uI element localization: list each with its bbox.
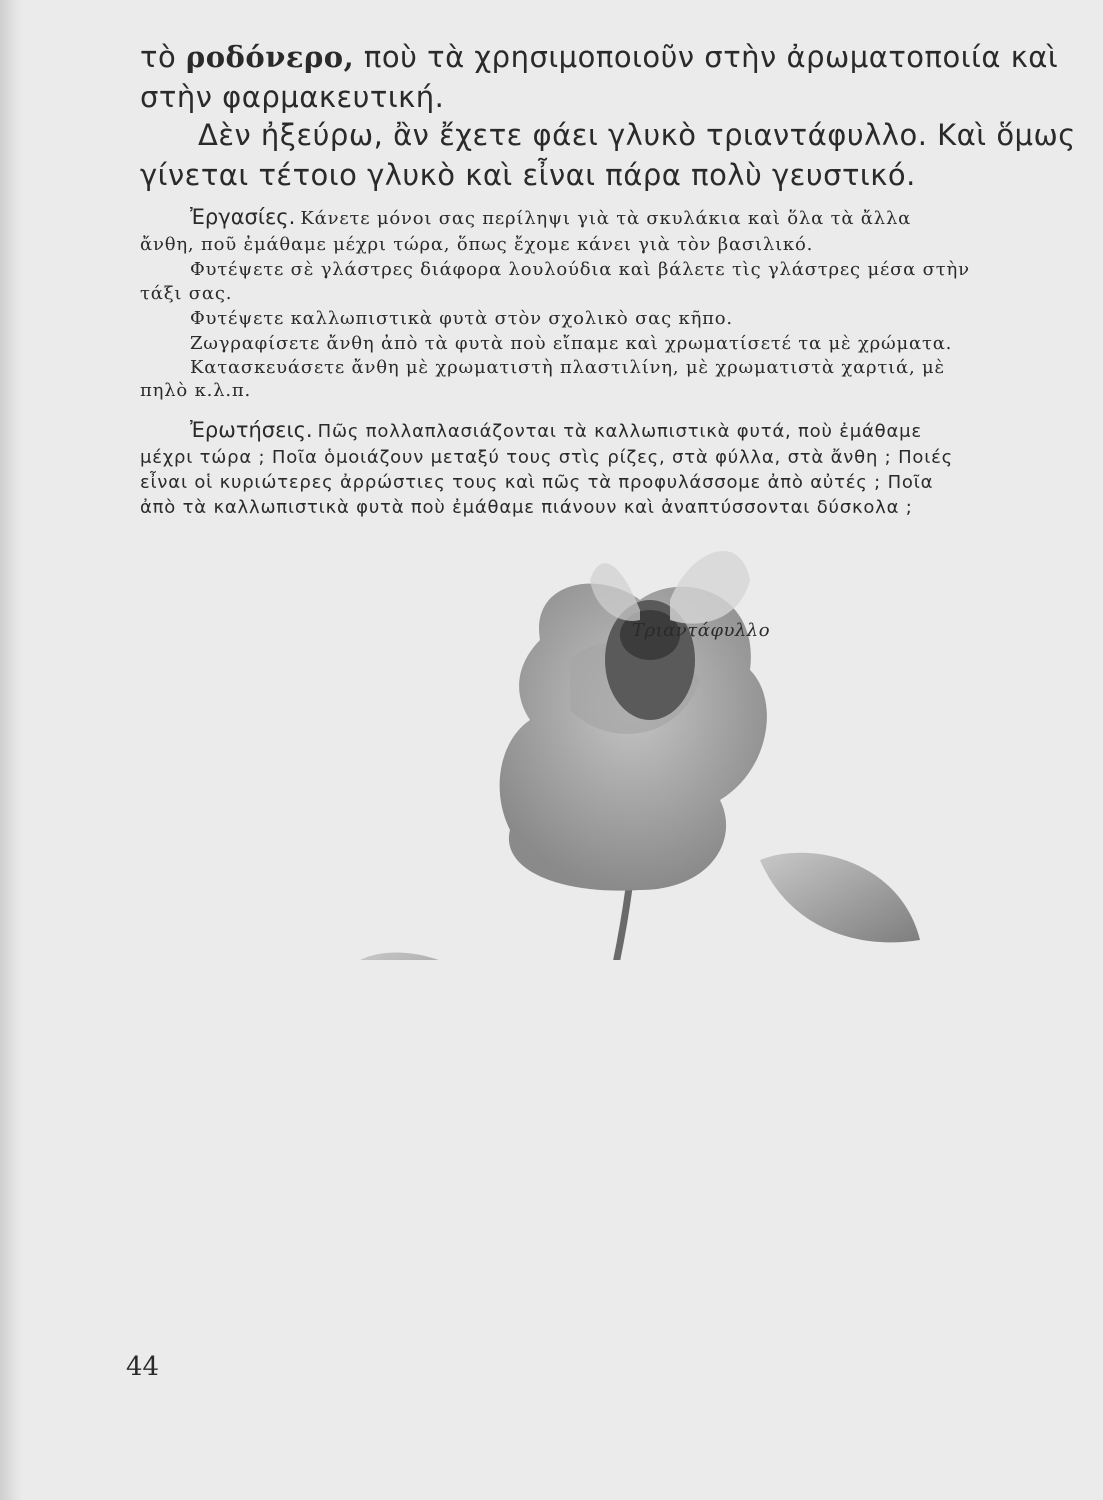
intro-line-3: Δὲν ἠξεύρω, ἂν ἔχετε φάει γλυκὸ τριαντάφυλλο. Καὶ ὅμως — [198, 118, 1076, 152]
questions-line-2: μέχρι τώρα ; Ποῖα ὁμοιάζουν μεταξύ τους στὶς ρίζες, στὰ φύλλα, στὰ ἄνθη ; Ποιές — [140, 447, 954, 468]
tasks-line-1: Ἐργασίες. Κάνετε μόνοι σας περίληψι γιὰ τὰ σκυλάκια καὶ ὅλα τὰ ἄλλα — [190, 205, 912, 229]
intro-line-1: τὸ ροδόνερο, ποὺ τὰ χρησιμοποιοῦν στὴν ἀρωματοποιία καὶ — [140, 40, 1059, 74]
intro-line-2: στὴν φαρμακευτική. — [140, 80, 445, 114]
tasks-line-6: Ζωγραφίσετε ἄνθη ἀπὸ τὰ φυτὰ ποὺ εἴπαμε καὶ χρωματίσετέ τα μὲ χρώματα. — [190, 333, 953, 354]
figure-caption: Τριαντάφυλλο — [632, 620, 771, 641]
leaf — [360, 953, 510, 961]
rose-with-bee-illustration — [340, 540, 940, 960]
tasks-line-8: πηλὸ κ.λ.π. — [140, 380, 252, 401]
leaf — [760, 853, 920, 943]
page-number: 44 — [126, 1352, 160, 1382]
tasks-heading: Ἐργασίες. — [190, 205, 296, 229]
bold-term: ροδόνερο, — [185, 40, 355, 74]
intro-line-4: γίνεται τέτοιο γλυκὸ καὶ εἶναι πάρα πολὺ γευστικό. — [140, 158, 916, 192]
stem — [525, 880, 630, 960]
tasks-line-2: ἄνθη, ποῦ ἐμάθαμε μέχρι τώρα, ὅπως ἔχομε κάνει γιὰ τὸν βασιλικό. — [140, 234, 814, 255]
questions-line-1: Ἐρωτήσεις. Πῶς πολλαπλασιάζονται τὰ καλλωπιστικὰ φυτά, ποὺ ἐμάθαμε — [190, 418, 922, 442]
page-binding-shadow — [0, 0, 22, 1500]
questions-line-3: εἶναι οἱ κυριώτερες ἀρρώστιες τους καὶ πῶς τὰ προφυλάσσομε ἀπὸ αὐτές ; Ποῖα — [140, 472, 934, 493]
tasks-line-3: Φυτέψετε σὲ γλάστρες διάφορα λουλούδια καὶ βάλετε τὶς γλάστρες μέσα στὴν — [190, 259, 970, 280]
tasks-line-7: Κατασκευάσετε ἄνθη μὲ χρωματιστὴ πλαστιλίνη, μὲ χρωματιστὰ χαρτιά, μὲ — [190, 357, 945, 378]
tasks-line-4: τάξι σας. — [140, 283, 233, 304]
questions-heading: Ἐρωτήσεις. — [190, 418, 313, 442]
questions-line-4: ἀπὸ τὰ καλλωπιστικὰ φυτὰ ποὺ ἐμάθαμε πιάνουν καὶ ἀναπτύσσονται δύσκολα ; — [140, 497, 913, 518]
tasks-line-5: Φυτέψετε καλλωπιστικὰ φυτὰ στὸν σχολικὸ σας κῆπο. — [190, 308, 733, 329]
